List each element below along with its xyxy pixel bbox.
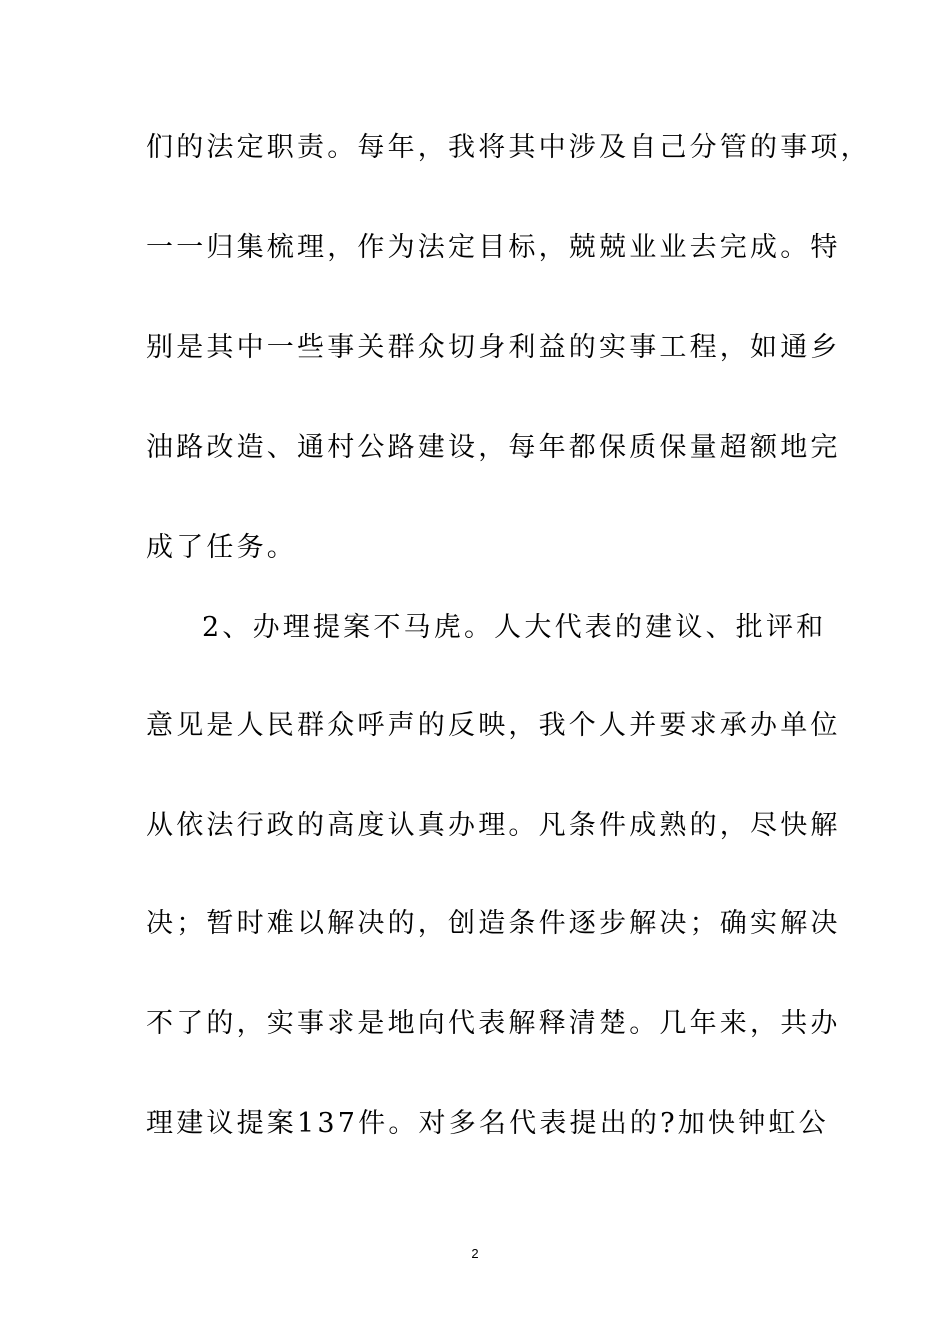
text-line: 油路改造、通村公路建设，每年都保质保量超额地完 [146,432,841,463]
text-line: 们的法定职责。每年，我将其中涉及自己分管的事项， [146,132,871,163]
text-line: 决；暂时难以解决的，创造条件逐步解决；确实解决 [146,908,841,939]
page-number: 2 [471,1246,479,1261]
text-line: 不了的，实事求是地向代表解释清楚。几年来，共办 [146,1008,841,1039]
text-line: 成了任务。 [146,532,297,563]
text-line: 从依法行政的高度认真办理。凡条件成熟的，尽快解 [146,810,841,841]
text-line: 理建议提案137件。对多名代表提出的?加快钟虹公 [146,1108,829,1139]
text-line: 别是其中一些事关群众切身利益的实事工程，如通乡 [146,332,841,363]
paragraph-first-line: 2、办理提案不马虎。人大代表的建议、批评和 [202,612,827,643]
text-line: 一一归集梳理，作为法定目标，兢兢业业去完成。特 [146,232,841,263]
text-line: 意见是人民群众呼声的反映，我个人并要求承办单位 [146,710,841,741]
